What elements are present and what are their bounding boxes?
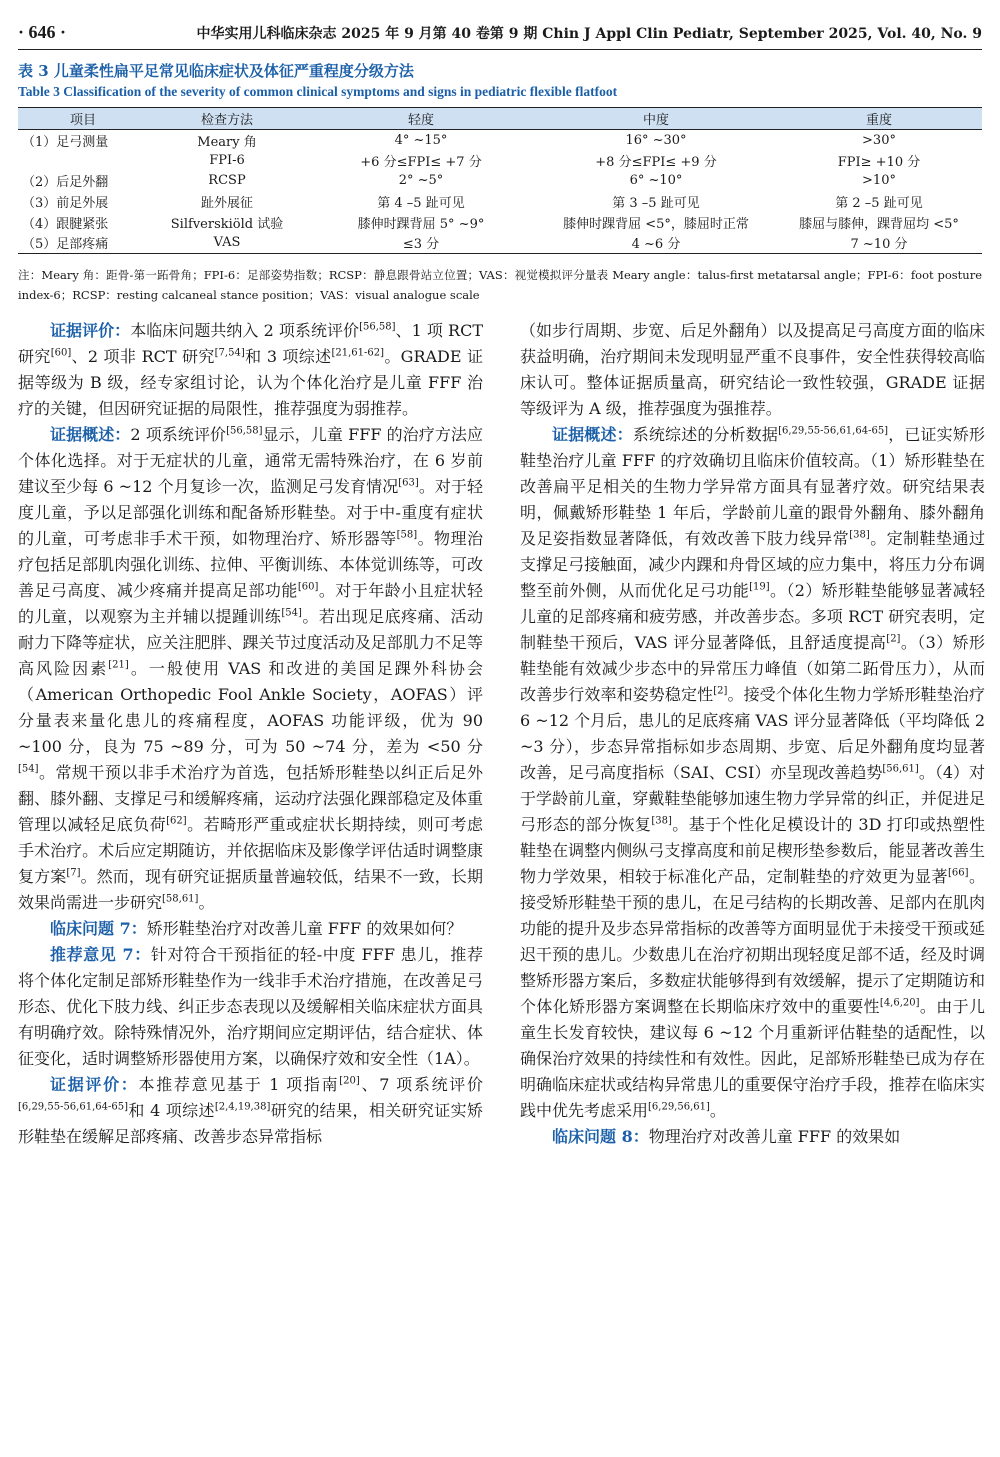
paragraph <box>18 1072 483 1150</box>
table-cell: 趾外展征 <box>200 196 253 212</box>
body-text: 。（3）矫形鞋垫能有效减少步态中的异常压力峰值（如第二跖骨压力），从而改善步行效率和姿势稳定性 <box>520 633 985 704</box>
table-row <box>18 150 982 171</box>
table-cell: （3）前足外展 <box>22 196 109 212</box>
citation: [20] <box>339 1075 360 1087</box>
body-text: 。然而，现有研究证据质量普遍较低，结果不一致，长期效果尚需进一步研究 <box>18 867 483 912</box>
citation: [6,29,55-56,61,64-65] <box>778 425 889 437</box>
table-cell: （2）后足外翻 <box>22 175 109 191</box>
page-number: · 646 · <box>18 22 67 42</box>
body-text: （如步行周期、步宽、后足外翻角）以及提高足弓高度方面的临床获益明确，治疗期间未发现明显严重不良事件，安全性获得较高临床认可。整体证据质量高，研究结论一致性较强，GRADE 证据等级评为 A 级，推荐强度为强推荐。 <box>520 321 985 418</box>
table-cell: 第 3 –5 趾可见 <box>612 196 700 212</box>
section-label: 证据评价： <box>50 321 131 340</box>
body-text: 。接受矫形鞋垫干预的患儿，在足弓结构的长期改善、足部内在肌肉功能的提升及步态异常指标的改善等方面明显优于未接受干预或延迟干预的患儿。少数患儿在治疗初期出现轻度足部不适，经及时调整矫形器方案后，多数症状能够得到有效缓解，提示了定期随访和个体化矫形器方案调整在长期临床疗效中的重要性 <box>520 867 985 1016</box>
table-cell <box>18 150 148 171</box>
table-header-cell: 中度 <box>536 108 776 130</box>
citation: [56,61] <box>882 763 919 775</box>
body-text: ，已证实矫形鞋垫治疗儿童 FFF 的疗效确切且临床价值较高。（1）矫形鞋垫在改善扁平足相关的生物力学异常方面具有显著疗效。研究结果表明，佩戴矫形鞋垫 1 年后，学龄前儿童的跟骨外翻角、膝外翻角及足姿指数显著降低，有效改善下肢力线异常 <box>520 425 985 548</box>
body-text: 。接受个体化生物力学矫形鞋垫治疗 6 ~12 个月后，患儿的足底疼痛 VAS 评分显著降低（平均降低 2 ~3 分），步态异常指标如步态周期、步宽、后足外翻角度均显著改善，足弓高度指标（SAI、CSI）亦呈现改善趋势 <box>520 685 985 782</box>
paragraph <box>520 422 985 1124</box>
body-text: 。GRADE 证据等级为 B 级，经专家组讨论，认为个体化治疗是儿童 FFF 治疗的关键，但因研究证据的局限性，推荐强度为弱推荐。 <box>18 347 483 418</box>
body-text: 。（4）对于学龄前儿童，穿戴鞋垫能够加速生物力学异常的纠正，并促进足弓形态的部分恢复 <box>520 763 985 834</box>
table-cell: 膝伸时踝背屈 <5°，膝屈时正常 <box>563 216 749 232</box>
body-text: 。对于轻度儿童，予以足部强化训练和配备矫形鞋垫。对于中-重度有症状的儿童，可考虑非手术干预，如物理治疗、矫形器等 <box>18 477 483 548</box>
citation: [54] <box>281 607 302 619</box>
citation: [6,29,56,61] <box>648 1101 710 1113</box>
table-cell: FPI≥ +10 分 <box>837 154 921 170</box>
citation: [4,6,20] <box>879 997 920 1009</box>
table-cell: Meary 角 <box>197 134 257 150</box>
table-header-row <box>18 108 982 130</box>
section-label: 证据概述： <box>50 425 131 444</box>
citation: [58,61] <box>162 893 199 905</box>
table-cell: 第 2 –5 趾可见 <box>835 196 923 212</box>
table-cell: FPI-6 <box>209 152 245 168</box>
paragraph <box>520 318 985 422</box>
table-cell: 膝屈与膝伸，踝背屈均 <5° <box>799 216 959 232</box>
body-text: 2 项系统评价 <box>130 425 227 444</box>
body-text: 和 4 项综述 <box>128 1101 215 1120</box>
table-cell: 7 ~10 分 <box>776 232 982 253</box>
citation: [56,58] <box>226 425 263 437</box>
body-text: 。定制鞋垫通过支撑足弓接触面，减少内踝和舟骨区域的应力集中，将压力分布调整至前外侧，从而优化足弓功能 <box>520 529 985 600</box>
section-label: 证据评价： <box>50 1075 139 1094</box>
paragraph <box>520 1124 985 1150</box>
right-text-column <box>520 318 985 1150</box>
citation: [66] <box>947 867 969 879</box>
body-text: 矫形鞋垫治疗对改善儿童 FFF 的效果如何？ <box>146 919 463 938</box>
table-cell: （5）足部疼痛 <box>18 232 148 253</box>
paragraph <box>18 318 483 422</box>
citation: [19] <box>749 581 770 593</box>
section-label: 证据概述： <box>552 425 633 444</box>
body-text: 和 3 项综述 <box>244 347 332 366</box>
severity-table <box>18 107 982 254</box>
citation: [2] <box>886 633 901 645</box>
body-text: 。由于儿童生长发育较快，建议每 6 ~12 个月重新评估鞋垫的适配性，以确保治疗效果的持续性和有效性。因此，足部矫形鞋垫已成为存在明确临床症状或结构异常患儿的重要保守治疗手段，推荐在临床实践中优先考虑采用 <box>520 997 985 1120</box>
citation: [2,4,19,38] <box>214 1101 271 1113</box>
table-header-cell: 项目 <box>18 108 148 130</box>
body-text: 。 <box>709 1101 726 1120</box>
table-row <box>18 171 982 192</box>
body-text: 物理治疗对改善儿童 FFF 的效果如 <box>648 1127 901 1146</box>
citation: [6,29,55-56,61,64-65] <box>18 1101 128 1113</box>
table-cell: 膝伸时踝背屈 5° ~9° <box>357 216 485 232</box>
table-row <box>18 232 982 253</box>
table-header-cell: 轻度 <box>306 108 536 130</box>
body-text: 本推荐意见基于 1 项指南 <box>138 1075 340 1094</box>
citation: [62] <box>166 815 187 827</box>
citation: [7] <box>66 867 81 879</box>
paragraph <box>18 422 483 916</box>
table-cell: Silfverskiöld 试验 <box>170 216 284 232</box>
body-text: 、2 项非 RCT 研究 <box>71 347 215 366</box>
citation: [21,61-62] <box>331 347 384 359</box>
table-caption-en: Table 3 Classification of the severity of common clinical symptoms and signs in pediatric flexible flatfoot <box>18 84 618 99</box>
body-text: 。基于个性化足模设计的 3D 打印或热塑性鞋垫在调整内侧纵弓支撑高度和前足楔形垫参数后，能显著改善生物力学效果，相较于标准化产品，定制鞋垫的疗效更为显著 <box>520 815 985 886</box>
table-cell: RCSP <box>208 173 246 189</box>
body-text: 。 <box>198 893 215 912</box>
table-cell: +8 分≤FPI≤ +9 分 <box>595 154 717 170</box>
body-text: 。常规干预以非手术治疗为首选，包括矫形鞋垫以纠正后足外翻、膝外翻、支撑足弓和缓解疼痛，运动疗法强化踝部稳定及体重管理以减轻足底负荷 <box>18 763 483 834</box>
table-cell: VAS <box>148 232 306 253</box>
body-text: 、7 项系统评价 <box>359 1075 483 1094</box>
paragraph <box>18 916 483 942</box>
table-cell: 4 ~6 分 <box>536 232 776 253</box>
left-text-column <box>18 318 483 1150</box>
section-label: 临床问题 7： <box>50 919 147 938</box>
citation: [54] <box>18 763 39 775</box>
page-header <box>18 20 982 50</box>
journal-running-title: 中华实用儿科临床杂志 2025 年 9 月第 40 卷第 9 期 Chin J Appl Clin Pediatr, September 2025, Vol. 40, No. 9 <box>196 26 982 42</box>
table-cell: （4）跟腱紧张 <box>22 216 109 232</box>
body-text: 系统综述的分析数据 <box>632 425 779 444</box>
citation: [56,58] <box>359 321 396 333</box>
citation: [38] <box>849 529 870 541</box>
table-row <box>18 212 982 233</box>
table-cell: 16° ~30° <box>625 132 687 148</box>
section-label: 推荐意见 7： <box>50 945 151 964</box>
table-cell: 6° ~10° <box>629 173 683 189</box>
table-header-cell: 重度 <box>776 108 982 130</box>
table-cell: ≤3 分 <box>306 232 536 253</box>
table-cell: >10° <box>862 173 896 189</box>
table-cell: （1）足弓测量 <box>22 134 109 150</box>
body-text: 。若出现足底疼痛、活动耐力下降等症状，应关注肥胖、踝关节过度活动及足部肌力不足等高风险因素 <box>18 607 483 678</box>
citation: [58] <box>396 529 418 541</box>
body-text: 。（2）矫形鞋垫能够显著减轻儿童的足部疼痛和疲劳感，并改善步态。多项 RCT 研究表明，定制鞋垫干预后，VAS 评分显著降低，且舒适度提高 <box>520 581 985 652</box>
body-text: 。物理治疗包括足部肌肉强化训练、拉伸、平衡训练、本体觉训练等，可改善足弓高度、减少疼痛并提高足部功能 <box>18 529 483 600</box>
table-caption-cn: 表 3 儿童柔性扁平足常见临床症状及体征严重程度分级方法 <box>18 62 414 80</box>
citation: [60] <box>50 347 72 359</box>
citation: [21] <box>108 659 129 671</box>
body-text: 。对于年龄小且症状轻的儿童，以观察为主并辅以提踵训练 <box>18 581 483 626</box>
table-cell: 4° ~15° <box>394 132 448 148</box>
body-text: 针对符合干预指征的轻-中度 FFF 患儿，推荐将个体化定制足部矫形鞋垫作为一线非手术治疗措施，在改善足弓形态、优化下肢力线、纠正步态表现以及缓解相关临床症状方面具有明确疗效。除特殊情况外，治疗期间应定期评估，结合症状、体征变化，适时调整矫形器使用方案，以确保疗效和安全性（1A）。 <box>18 945 483 1068</box>
paragraph <box>18 942 483 1072</box>
table-row <box>18 191 982 212</box>
citation: [63] <box>398 477 419 489</box>
table-cell: +6 分≤FPI≤ +7 分 <box>360 154 482 170</box>
body-text: 。若畸形严重或症状长期持续，则可考虑手术治疗。术后应定期随访，并依据临床及影像学评估适时调整康复方案 <box>18 815 483 886</box>
table-cell: >30° <box>862 132 896 148</box>
table-header-cell: 检查方法 <box>148 108 306 130</box>
section-label: 临床问题 8： <box>552 1127 649 1146</box>
body-text: 本临床问题共纳入 2 项系统评价 <box>130 321 360 340</box>
body-text: 、1 项 RCT 研究 <box>18 321 483 366</box>
table-cell: 2° ~5° <box>398 173 444 189</box>
table-footnote: 注：Meary 角：距骨-第一跖骨角；FPI-6：足部姿势指数；RCSP：静息跟骨站立位置；VAS：视觉模拟评分量表 Meary angle：talus-first metatarsal angle；FPI-6：foot posture index-6；RCSP：resting calcaneal stance position；VAS：visual analogue scale <box>18 268 982 302</box>
citation: [7,54] <box>214 347 245 359</box>
citation: [38] <box>651 815 672 827</box>
body-text: 显示，儿童 FFF 的治疗方法应个体化选择。对于无症状的儿童，通常无需特殊治疗，在 6 岁前建议至少每 6 ~12 个月复诊一次，监测足弓发育情况 <box>18 425 483 496</box>
table-cell: 第 4 –5 趾可见 <box>377 196 465 212</box>
body-text: 。一般使用 VAS 和改进的美国足踝外科协会（American Orthopedic Fool Ankle Society，AOFAS）评分量表来量化患儿的疼痛程度，AOFAS 功能评级，优为 90 ~100 分，良为 75 ~89 分，可为 50 ~74 分，差为 <50 分 <box>18 659 483 756</box>
table-row <box>18 130 982 151</box>
citation: [2] <box>713 685 728 697</box>
body-text: 研究的结果，相关研究证实矫形鞋垫在缓解足部疼痛、改善步态异常指标 <box>18 1101 483 1146</box>
citation: [60] <box>297 581 319 593</box>
